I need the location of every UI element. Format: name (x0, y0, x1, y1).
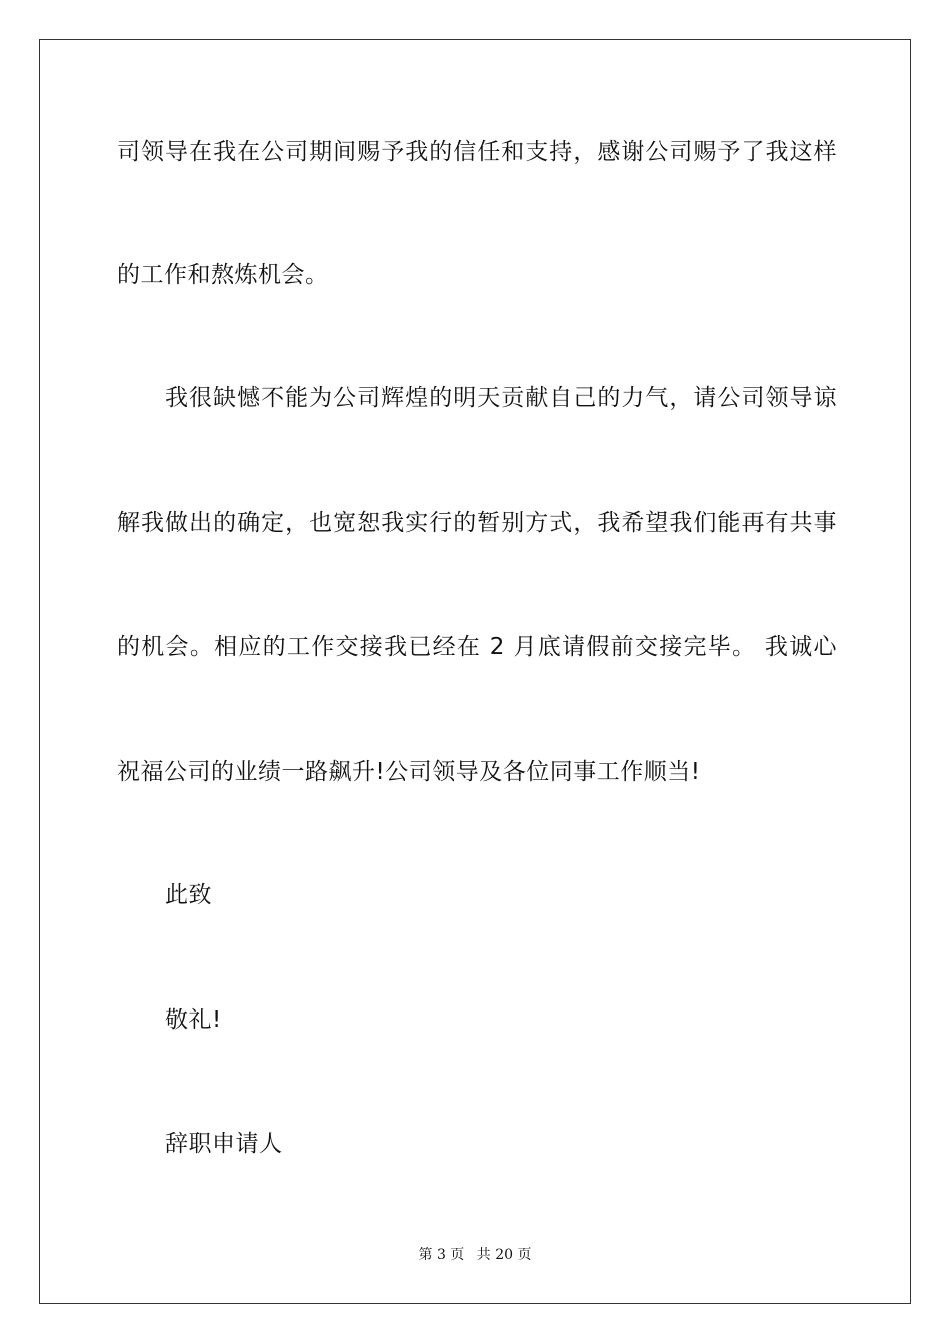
paragraph-line-4: 解我做出的确定，也宽恕我实行的暂别方式，我希望我们能再有共事 (117, 510, 837, 536)
page-footer (0, 1246, 950, 1264)
page-border (39, 39, 911, 1304)
paragraph-line-6: 祝福公司的业绩一路飙升!公司领导及各位同事工作顺当! (117, 759, 701, 785)
paragraph-line-3: 我很缺憾不能为公司辉煌的明天贡献自己的力气，请公司领导谅 (165, 385, 837, 411)
closing-salutation: 此致 (165, 882, 212, 908)
paragraph-line-5: 的机会。相应的工作交接我已经在 2 月底请假前交接完毕。 我诚心 (117, 634, 837, 660)
paragraph-line-2: 的工作和熬炼机会。 (117, 262, 329, 288)
paragraph-line-1: 司领导在我在公司期间赐予我的信任和支持，感谢公司赐予了我这样 (117, 139, 837, 165)
closing-regards: 敬礼! (165, 1007, 222, 1033)
page-number: 第 3 页 (418, 1247, 465, 1263)
page-total: 共 20 页 (476, 1247, 532, 1263)
signature-label: 辞职申请人 (165, 1131, 283, 1157)
